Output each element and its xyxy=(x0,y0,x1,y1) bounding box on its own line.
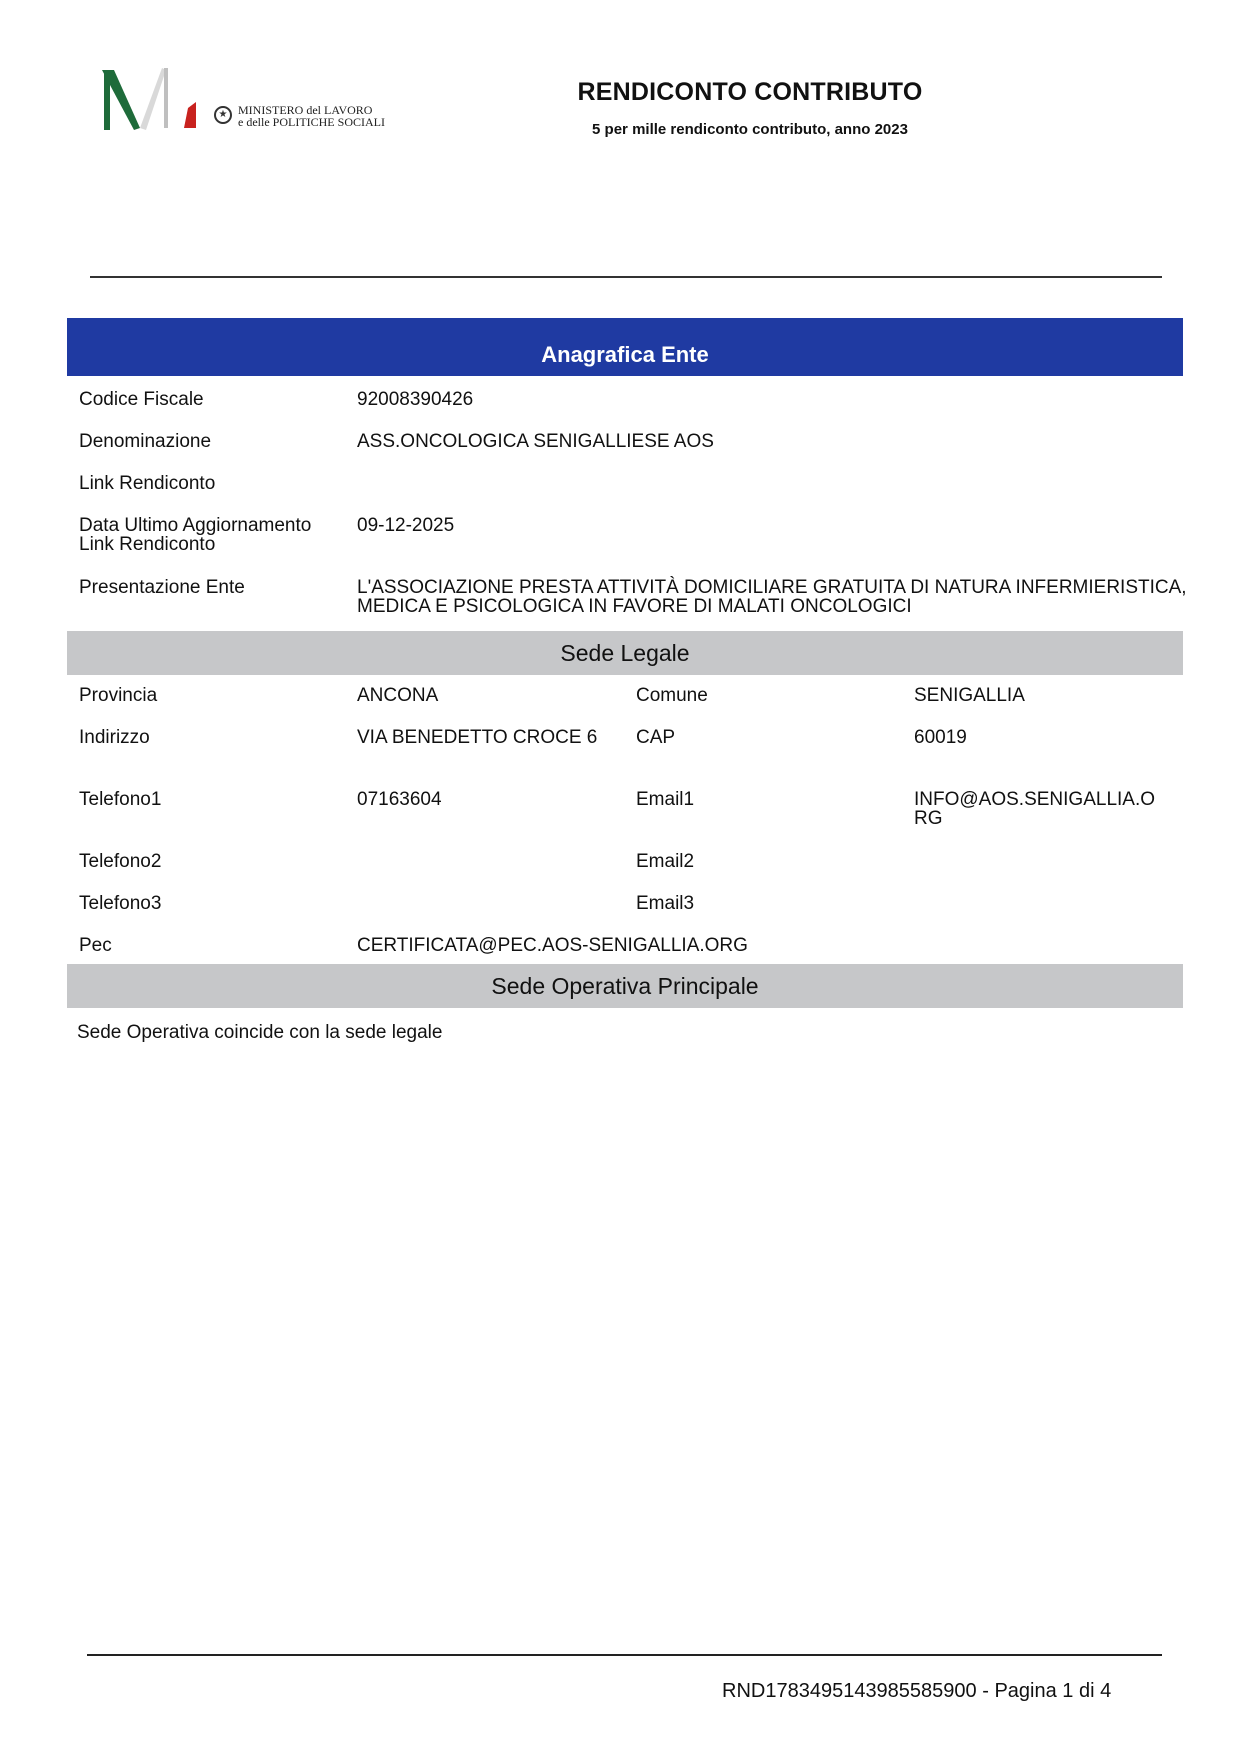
field-label: Link Rendiconto xyxy=(79,473,216,494)
field-label: Presentazione Ente xyxy=(79,577,245,598)
field-label: CAP xyxy=(636,727,676,748)
field-value: SENIGALLIA xyxy=(914,685,1025,706)
field-value: ASS.ONCOLOGICA SENIGALLIESE AOS xyxy=(357,431,714,452)
field-label: Indirizzo xyxy=(79,727,150,748)
field-value: 92008390426 xyxy=(357,389,474,410)
ministry-logo xyxy=(100,66,400,136)
field-label: Telefono3 xyxy=(79,893,162,914)
field-value: 09-12-2025 xyxy=(357,515,455,536)
header-divider xyxy=(90,276,1162,278)
section-title: Sede Operativa Principale xyxy=(491,972,759,999)
section-header-sede-operativa xyxy=(67,964,1183,1008)
section-header-anagrafica xyxy=(67,318,1183,376)
field-value: ANCONA xyxy=(357,685,439,706)
field-value: VIA BENEDETTO CROCE 6 xyxy=(357,727,598,748)
field-label: Email3 xyxy=(636,893,695,914)
ministry-name xyxy=(238,104,385,128)
emblem-icon: ★ xyxy=(214,106,232,124)
section-title: Sede Legale xyxy=(560,639,690,666)
page-title: RENDICONTO CONTRIBUTO xyxy=(577,78,923,106)
pec-value[interactable]: CERTIFICATA@PEC.AOS-SENIGALLIA.ORG xyxy=(357,935,748,956)
field-label: Comune xyxy=(636,685,708,706)
field-label: Telefono2 xyxy=(79,851,162,872)
page-subtitle: 5 per mille rendiconto contributo, anno 2023 xyxy=(592,121,908,138)
ministry-monogram-icon xyxy=(100,66,210,136)
field-value: 07163604 xyxy=(357,789,442,810)
field-label: Telefono1 xyxy=(79,789,162,810)
email-value[interactable]: INFO@AOS.SENIGALLIA.ORG xyxy=(914,789,1156,829)
field-label: Data Ultimo Aggiornamento Link Rendiconto xyxy=(79,515,312,555)
field-value: L'ASSOCIAZIONE PRESTA ATTIVITÀ DOMICILIARE GRATUITA DI NATURA INFERMIERISTICA, MEDICA E PSICOLOGICA IN FAVORE DI MALATI ONCOLOGICI xyxy=(357,577,1187,617)
section-title: Anagrafica Ente xyxy=(541,342,709,367)
field-label: Pec xyxy=(79,935,112,956)
field-label: Email2 xyxy=(636,851,695,872)
ministry-line-1: MINISTERO del LAVORO xyxy=(238,103,373,117)
field-label: Codice Fiscale xyxy=(79,389,204,410)
section-header-sede-legale xyxy=(67,631,1183,675)
field-value: 60019 xyxy=(914,727,967,748)
field-label: Denominazione xyxy=(79,431,212,452)
field-label: Provincia xyxy=(79,685,158,706)
ministry-line-2: e delle POLITICHE SOCIALI xyxy=(238,115,385,129)
page-footer: RND1783495143985585900 - Pagina 1 di 4 xyxy=(722,1680,1112,1702)
field-label: Email1 xyxy=(636,789,695,810)
footer-divider xyxy=(87,1654,1162,1656)
sede-operativa-note: Sede Operativa coincide con la sede legale xyxy=(77,1022,443,1043)
